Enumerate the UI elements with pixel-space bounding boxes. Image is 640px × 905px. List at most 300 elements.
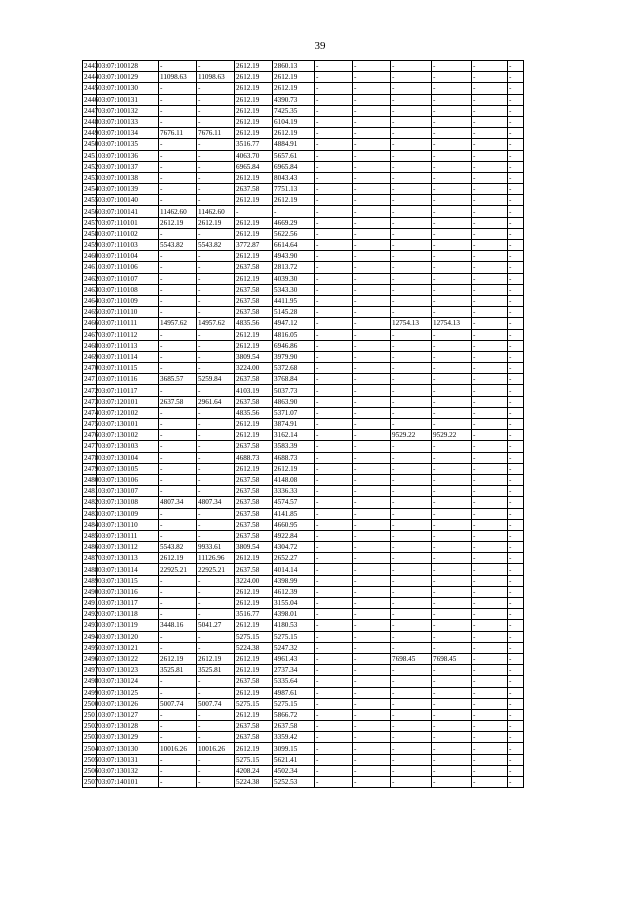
table-cell-col-7: -	[315, 463, 353, 474]
table-cell-col-11: -	[472, 598, 508, 609]
table-cell-col-6: 4398.01	[273, 609, 315, 620]
table-cell-col-7: -	[315, 396, 353, 407]
table-cell-row-id: 2471	[84, 375, 99, 384]
table-cell-col-12: -	[508, 463, 524, 474]
table-cell-row-code: 03:07:130114	[97, 564, 159, 575]
table-cell-col-9: -	[391, 363, 432, 374]
table-cell-col-5: 2612.19	[235, 172, 273, 183]
table-cell-col-7: -	[315, 295, 353, 306]
table-cell-col-4: -	[197, 754, 235, 765]
table-cell-col-9: -	[391, 497, 432, 508]
table-cell-col-10: -	[432, 564, 472, 575]
table-row	[83, 687, 524, 698]
table-cell-col-4: -	[197, 598, 235, 609]
table-cell-col-4: 11098.63	[197, 72, 235, 83]
table-cell-col-3: -	[159, 195, 197, 206]
table-cell-col-3: 7676.11	[159, 128, 197, 139]
table-cell-col-5: 4208.24	[235, 765, 273, 776]
table-cell-col-6: 4863.90	[273, 396, 315, 407]
table-cell-col-7: -	[315, 172, 353, 183]
table-cell-row-code: 03:07:130125	[97, 687, 159, 698]
table-cell-col-11: -	[472, 262, 508, 273]
table-cell-row-id: 2455	[84, 196, 99, 205]
table-cell-col-11: -	[472, 709, 508, 720]
table-cell-col-5: 2637.58	[235, 486, 273, 497]
table-cell-row-id: 2469	[84, 352, 99, 361]
table-cell-col-9: -	[391, 777, 432, 788]
table-cell-row-code: 03:07:130124	[97, 676, 159, 687]
table-cell-col-10: -	[432, 441, 472, 452]
table-cell-col-5: 5224.38	[235, 777, 273, 788]
table-cell-col-3: -	[159, 340, 197, 351]
table-cell-col-3: -	[159, 508, 197, 519]
table-cell-col-8: -	[353, 676, 391, 687]
table-row	[83, 474, 524, 485]
table-cell-col-10: 7698.45	[432, 653, 472, 664]
table-cell-col-6: 2612.19	[273, 72, 315, 83]
table-cell-col-10: -	[432, 586, 472, 597]
table-cell-col-7: -	[315, 116, 353, 127]
table-cell-row-code: 03:07:140101	[97, 777, 159, 788]
table-cell-col-7: -	[315, 72, 353, 83]
table-cell-col-8: -	[353, 508, 391, 519]
table-cell-row-id: 2446	[84, 95, 99, 104]
table-cell-col-7: -	[315, 128, 353, 139]
table-cell-col-9: -	[391, 553, 432, 564]
table-cell-col-8: -	[353, 307, 391, 318]
table-cell-col-3: -	[159, 284, 197, 295]
table-cell-col-4: -	[197, 340, 235, 351]
table-cell-col-10: -	[432, 419, 472, 430]
table-cell-row-id: 2503	[84, 733, 99, 742]
table-cell-col-3: -	[159, 407, 197, 418]
table-cell-col-5: 2637.58	[235, 564, 273, 575]
table-cell-col-10: -	[432, 307, 472, 318]
table-cell-col-8: -	[353, 206, 391, 217]
table-cell-col-11: -	[472, 150, 508, 161]
table-cell-col-11: -	[472, 72, 508, 83]
table-cell-col-3: -	[159, 351, 197, 362]
table-cell-col-8: -	[353, 609, 391, 620]
table-cell-col-11: -	[472, 642, 508, 653]
table-cell-col-9: -	[391, 474, 432, 485]
table-row	[83, 586, 524, 597]
table-cell-col-9: -	[391, 721, 432, 732]
table-cell-col-5: 2637.58	[235, 508, 273, 519]
table-cell-col-7: -	[315, 754, 353, 765]
table-row	[83, 240, 524, 251]
table-cell-col-4: -	[197, 508, 235, 519]
table-cell-col-6: 7425.35	[273, 105, 315, 116]
table-row	[83, 598, 524, 609]
table-cell-row-code: 03:07:100141	[97, 206, 159, 217]
table-cell-row-code: 03:07:100131	[97, 94, 159, 105]
table-cell-col-12: -	[508, 721, 524, 732]
table-cell-col-3: 11462.60	[159, 206, 197, 217]
table-cell-row-code: 03:07:130102	[97, 430, 159, 441]
table-cell-col-11: -	[472, 732, 508, 743]
table-cell-col-3: -	[159, 732, 197, 743]
table-cell-col-11: -	[472, 486, 508, 497]
table-cell-col-12: -	[508, 609, 524, 620]
table-cell-col-5: 2637.58	[235, 676, 273, 687]
table-cell-row-code: 03:07:130112	[97, 542, 159, 553]
table-cell-col-4: -	[197, 463, 235, 474]
table-cell-col-3: -	[159, 642, 197, 653]
table-row	[83, 396, 524, 407]
table-cell-col-3: -	[159, 530, 197, 541]
table-cell-col-11: -	[472, 777, 508, 788]
table-cell-row-id: 2456	[84, 207, 99, 216]
table-cell-col-7: -	[315, 474, 353, 485]
table-cell-col-12: -	[508, 318, 524, 329]
table-cell-row-id: 2491	[84, 599, 99, 608]
table-row	[83, 172, 524, 183]
table-cell-row-id: 2482	[84, 498, 99, 507]
table-cell-col-11: -	[472, 474, 508, 485]
table-cell-row-id: 2470	[84, 364, 99, 373]
table-cell-row-id: 2447	[84, 106, 99, 115]
table-cell-col-8: -	[353, 251, 391, 262]
table-cell-row-id: 2488	[84, 565, 99, 574]
table-row	[83, 452, 524, 463]
table-cell-col-3: -	[159, 709, 197, 720]
table-cell-row-id: 2466	[84, 319, 99, 328]
table-cell-col-3: -	[159, 687, 197, 698]
table-cell-col-9: -	[391, 396, 432, 407]
table-row	[83, 642, 524, 653]
table-cell-col-10: -	[432, 698, 472, 709]
table-cell-col-4: 11462.60	[197, 206, 235, 217]
table-cell-col-11: -	[472, 363, 508, 374]
table-cell-row-id: 2474	[84, 408, 99, 417]
table-cell-row-code: 03:07:130127	[97, 709, 159, 720]
table-cell-col-7: -	[315, 653, 353, 664]
table-cell-row-code: 03:07:120102	[97, 407, 159, 418]
table-cell-col-11: -	[472, 139, 508, 150]
table-row	[83, 698, 524, 709]
table-cell-col-3: -	[159, 105, 197, 116]
table-cell-col-12: -	[508, 240, 524, 251]
table-cell-col-10: -	[432, 139, 472, 150]
table-cell-col-4: -	[197, 519, 235, 530]
table-cell-col-11: -	[472, 407, 508, 418]
table-cell-col-7: -	[315, 642, 353, 653]
table-cell-col-8: -	[353, 687, 391, 698]
table-cell-col-3: 5543.82	[159, 240, 197, 251]
table-cell-col-7: -	[315, 777, 353, 788]
table-cell-col-10: -	[432, 105, 472, 116]
table-row	[83, 497, 524, 508]
table-cell-col-3: -	[159, 94, 197, 105]
table-cell-col-7: -	[315, 351, 353, 362]
table-cell-col-8: -	[353, 340, 391, 351]
table-row	[83, 743, 524, 754]
table-row	[83, 676, 524, 687]
table-cell-col-7: -	[315, 709, 353, 720]
table-cell-row-code: 03:07:110114	[97, 351, 159, 362]
table-cell-col-6: 4922.84	[273, 530, 315, 541]
table-cell-col-9: -	[391, 184, 432, 195]
table-cell-col-9: -	[391, 463, 432, 474]
table-cell-col-4: -	[197, 172, 235, 183]
table-cell-row-code: 03:07:130103	[97, 441, 159, 452]
table-cell-col-7: -	[315, 262, 353, 273]
table-cell-col-6: 6104.19	[273, 116, 315, 127]
table-row	[83, 575, 524, 586]
table-cell-row-code: 03:07:130108	[97, 497, 159, 508]
table-cell-col-11: -	[472, 754, 508, 765]
table-cell-col-9: -	[391, 575, 432, 586]
table-cell-row-code: 03:07:130118	[97, 609, 159, 620]
table-cell-row-id: 2498	[84, 677, 99, 686]
table-row	[83, 273, 524, 284]
table-cell-col-6: 4039.30	[273, 273, 315, 284]
table-cell-col-12: -	[508, 676, 524, 687]
table-cell-col-12: -	[508, 295, 524, 306]
table-cell-row-code: 03:07:130106	[97, 474, 159, 485]
table-cell-col-9: -	[391, 94, 432, 105]
table-cell-col-8: -	[353, 396, 391, 407]
table-cell-col-12: -	[508, 598, 524, 609]
table-cell-col-8: -	[353, 564, 391, 575]
table-cell-col-12: -	[508, 105, 524, 116]
table-cell-col-3: -	[159, 161, 197, 172]
table-cell-col-4: -	[197, 642, 235, 653]
table-cell-col-9: -	[391, 452, 432, 463]
table-cell-col-10: -	[432, 83, 472, 94]
table-cell-col-6: 2612.19	[273, 128, 315, 139]
table-cell-col-11: -	[472, 553, 508, 564]
table-cell-col-3: 2637.58	[159, 396, 197, 407]
table-cell-row-id: 2458	[84, 229, 99, 238]
table-cell-row-code: 03:07:110115	[97, 363, 159, 374]
table-cell-row-id: 2492	[84, 610, 99, 619]
table-cell-row-id: 2497	[84, 666, 99, 675]
table-row	[83, 519, 524, 530]
table-row	[83, 463, 524, 474]
table-cell-col-12: -	[508, 642, 524, 653]
table-cell-col-4: -	[197, 419, 235, 430]
table-cell-row-code: 03:07:100137	[97, 161, 159, 172]
table-cell-col-12: -	[508, 72, 524, 83]
table-cell-row-code: 03:07:110109	[97, 295, 159, 306]
table-cell-col-7: -	[315, 407, 353, 418]
table-cell-col-9: -	[391, 385, 432, 396]
table-cell-col-11: -	[472, 586, 508, 597]
table-cell-row-code: 03:07:100138	[97, 172, 159, 183]
table-cell-col-8: -	[353, 642, 391, 653]
table-cell-col-4: -	[197, 363, 235, 374]
table-cell-col-4: -	[197, 631, 235, 642]
table-cell-col-9: -	[391, 83, 432, 94]
table-row	[83, 441, 524, 452]
table-cell-col-4: -	[197, 687, 235, 698]
table-cell-col-10: -	[432, 497, 472, 508]
table-row	[83, 161, 524, 172]
table-row	[83, 486, 524, 497]
table-cell-col-7: -	[315, 284, 353, 295]
table-cell-col-5: 3809.54	[235, 351, 273, 362]
table-cell-col-9: -	[391, 329, 432, 340]
table-cell-row-code: 03:07:110111	[97, 318, 159, 329]
table-cell-col-7: -	[315, 184, 353, 195]
table-cell-col-6: 2612.19	[273, 463, 315, 474]
table-cell-col-3: -	[159, 295, 197, 306]
table-cell-col-5: 2612.19	[235, 83, 273, 94]
table-cell-col-12: -	[508, 631, 524, 642]
table-cell-col-8: -	[353, 351, 391, 362]
table-cell-col-9: 9529.22	[391, 430, 432, 441]
table-cell-row-id: 2489	[84, 576, 99, 585]
table-cell-row-code: 03:07:110103	[97, 240, 159, 251]
table-body	[83, 61, 524, 788]
table-cell-col-3: -	[159, 83, 197, 94]
table-cell-row-id: 2480	[84, 476, 99, 485]
table-row	[83, 217, 524, 228]
table-cell-col-6: 4660.95	[273, 519, 315, 530]
page-number: 39	[314, 40, 326, 52]
table-cell-col-10: -	[432, 575, 472, 586]
table-cell-row-code: 03:07:130131	[97, 754, 159, 765]
table-cell-col-9: -	[391, 642, 432, 653]
table-cell-col-10: -	[432, 687, 472, 698]
table-cell-col-11: -	[472, 61, 508, 72]
table-cell-col-12: -	[508, 273, 524, 284]
table-row	[83, 374, 524, 385]
table-cell-col-3: 5543.82	[159, 542, 197, 553]
table-cell-col-11: -	[472, 184, 508, 195]
table-cell-col-12: -	[508, 407, 524, 418]
table-cell-col-6: 3583.39	[273, 441, 315, 452]
table-cell-col-10: -	[432, 251, 472, 262]
table-cell-col-7: -	[315, 206, 353, 217]
table-cell-col-6: 4612.39	[273, 586, 315, 597]
table-cell-col-3: -	[159, 441, 197, 452]
table-cell-col-11: -	[472, 631, 508, 642]
table-cell-col-10: -	[432, 721, 472, 732]
table-cell-col-9: -	[391, 609, 432, 620]
table-cell-col-12: -	[508, 396, 524, 407]
table-cell-col-5: 2637.58	[235, 732, 273, 743]
table-cell-col-5: 4063.70	[235, 150, 273, 161]
table-cell-col-4: -	[197, 721, 235, 732]
table-row	[83, 709, 524, 720]
table-cell-col-5: 2637.58	[235, 497, 273, 508]
table-cell-row-id: 2500	[84, 699, 99, 708]
table-cell-col-9: -	[391, 530, 432, 541]
table-cell-col-3: 14957.62	[159, 318, 197, 329]
table-cell-col-5: 5275.15	[235, 698, 273, 709]
table-cell-col-6: 2637.58	[273, 721, 315, 732]
table-cell-col-10: -	[432, 228, 472, 239]
table-row	[83, 765, 524, 776]
table-cell-col-8: -	[353, 273, 391, 284]
table-cell-col-5: 2612.19	[235, 553, 273, 564]
table-cell-row-code: 03:07:130109	[97, 508, 159, 519]
table-cell-col-3: -	[159, 721, 197, 732]
table-cell-col-3: -	[159, 262, 197, 273]
table-cell-col-9: -	[391, 486, 432, 497]
table-cell-col-10: -	[432, 351, 472, 362]
table-cell-col-4: -	[197, 609, 235, 620]
table-cell-col-9: -	[391, 206, 432, 217]
table-cell-col-4: -	[197, 195, 235, 206]
table-cell-col-6: 3336.33	[273, 486, 315, 497]
table-cell-col-3: -	[159, 61, 197, 72]
table-cell-col-7: -	[315, 374, 353, 385]
table-cell-col-9: -	[391, 72, 432, 83]
table-cell-col-3: -	[159, 777, 197, 788]
table-cell-row-id: 2463	[84, 285, 99, 294]
table-cell-col-9: -	[391, 139, 432, 150]
table-cell-col-9: -	[391, 251, 432, 262]
table-cell-col-11: -	[472, 340, 508, 351]
table-cell-col-11: -	[472, 743, 508, 754]
table-cell-col-5: 2612.19	[235, 94, 273, 105]
table-cell-row-id: 2453	[84, 173, 99, 182]
table-cell-col-10: -	[432, 743, 472, 754]
table-cell-col-9: -	[391, 128, 432, 139]
table-cell-col-5: 3516.77	[235, 139, 273, 150]
table-cell-col-7: -	[315, 251, 353, 262]
table-cell-col-8: -	[353, 519, 391, 530]
table-cell-col-3: 2612.19	[159, 553, 197, 564]
table-cell-col-11: -	[472, 94, 508, 105]
table-cell-col-10: -	[432, 754, 472, 765]
table-cell-col-12: -	[508, 441, 524, 452]
table-cell-col-3: 3685.57	[159, 374, 197, 385]
table-cell-row-code: 03:07:110113	[97, 340, 159, 351]
table-cell-col-8: -	[353, 732, 391, 743]
table-cell-col-10: -	[432, 150, 472, 161]
table-cell-col-5: 2612.19	[235, 430, 273, 441]
table-cell-col-6: 4411.95	[273, 295, 315, 306]
table-cell-col-9: -	[391, 195, 432, 206]
table-cell-col-10: -	[432, 676, 472, 687]
table-cell-col-11: -	[472, 351, 508, 362]
table-cell-col-12: -	[508, 139, 524, 150]
table-cell-row-id: 2502	[84, 722, 99, 731]
table-cell-col-8: -	[353, 407, 391, 418]
table-cell-col-12: -	[508, 754, 524, 765]
table-row	[83, 653, 524, 664]
table-cell-col-4: -	[197, 105, 235, 116]
table-cell-col-6: 4947.12	[273, 318, 315, 329]
table-cell-col-8: -	[353, 161, 391, 172]
table-cell-col-4: -	[197, 83, 235, 94]
table-cell-col-5: 2637.58	[235, 295, 273, 306]
table-cell-col-5: 2612.19	[235, 217, 273, 228]
table-cell-row-code: 03:07:100133	[97, 116, 159, 127]
table-cell-col-7: -	[315, 620, 353, 631]
table-cell-col-7: -	[315, 687, 353, 698]
table-cell-col-7: -	[315, 385, 353, 396]
table-cell-col-9: -	[391, 586, 432, 597]
table-cell-col-8: -	[353, 217, 391, 228]
table-cell-row-id: 2493	[84, 621, 99, 630]
table-cell-col-11: -	[472, 240, 508, 251]
table-cell-col-3: -	[159, 307, 197, 318]
table-cell-col-12: -	[508, 329, 524, 340]
table-cell-col-4: -	[197, 284, 235, 295]
table-cell-col-12: -	[508, 128, 524, 139]
table-cell-col-12: -	[508, 709, 524, 720]
table-cell-col-6: 4148.08	[273, 474, 315, 485]
table-cell-col-12: -	[508, 251, 524, 262]
table-cell-col-4: 5259.84	[197, 374, 235, 385]
table-cell-col-9: -	[391, 374, 432, 385]
